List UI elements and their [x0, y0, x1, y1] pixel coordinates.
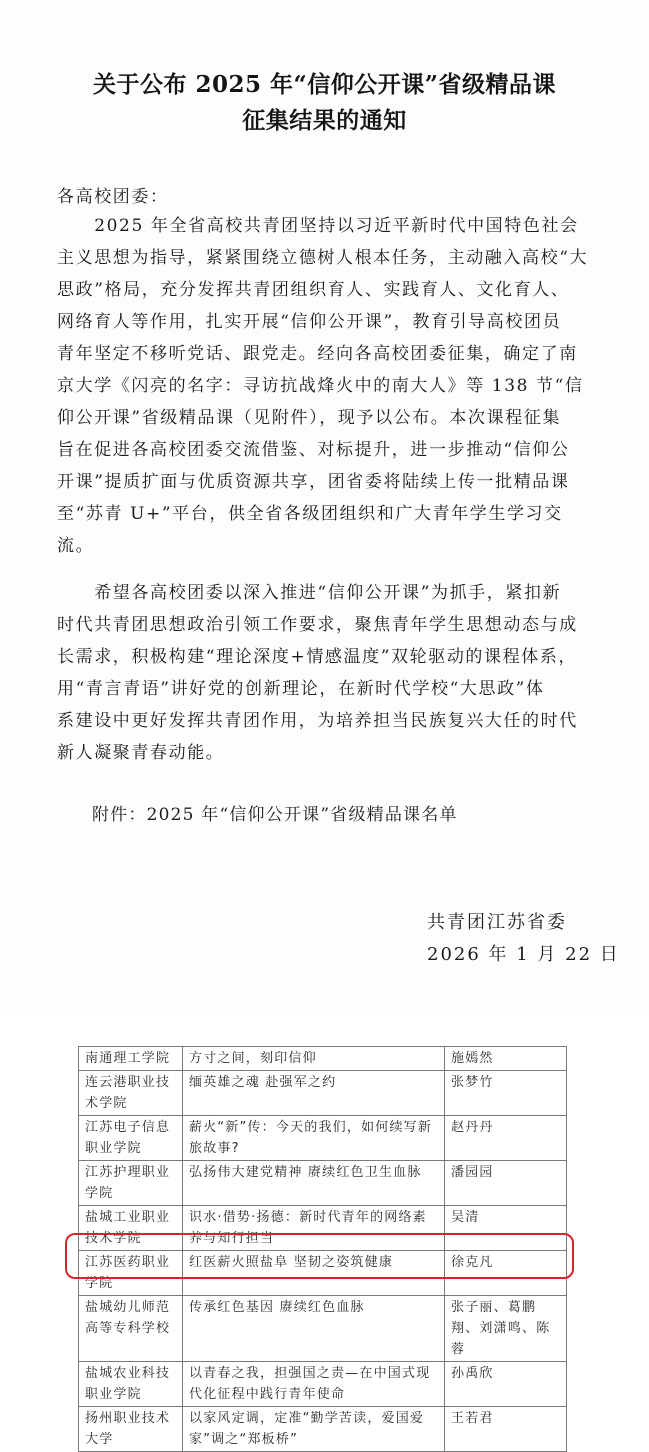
- paragraph-line: 网络育人等作用，扎实开展“信仰公开课”，教育引导高校团员: [57, 312, 562, 332]
- signature-date: 2026 年 1 月 22 日: [427, 944, 620, 965]
- highlight-annotation: [65, 1233, 574, 1279]
- school-cell: 盐城幼儿师范高等专科学校: [79, 1296, 183, 1362]
- table-row: [79, 1047, 567, 1071]
- teacher-cell: 吴清: [445, 1206, 567, 1251]
- teacher-cell: 赵丹丹: [445, 1116, 567, 1161]
- teacher-cell: 孙禹欣: [445, 1362, 567, 1407]
- school-cell: 盐城农业科技职业学院: [79, 1362, 183, 1407]
- paragraph-line: 青年坚定不移听党话、跟党走。经向各高校团委征集，确定了南: [57, 344, 578, 364]
- table-row: [79, 1407, 567, 1452]
- paragraph-line: 希望各高校团委以深入推进“信仰公开课”为抓手，紧扣新: [57, 583, 562, 603]
- teacher-cell: 徐克凡: [445, 1251, 567, 1296]
- table-row: [79, 1161, 567, 1206]
- course-cell: 缅英雄之魂 赴强军之约: [183, 1071, 445, 1116]
- table-row: [79, 1362, 567, 1407]
- course-cell: 弘扬伟大建党精神 赓续红色卫生血脉: [183, 1161, 445, 1206]
- signature-org: 共青团江苏省委: [427, 912, 567, 933]
- school-cell: 江苏医药职业学院: [79, 1251, 183, 1296]
- course-cell: 以家风定调，定准“勤学苦读，爱国爱家”调之“郑板桥”: [183, 1407, 445, 1452]
- teacher-cell: 王若君: [445, 1407, 567, 1452]
- paragraph-line: 思政”格局，充分发挥共青团组织育人、实践育人、文化育人、: [57, 280, 570, 300]
- school-cell: 江苏电子信息职业学院: [79, 1116, 183, 1161]
- school-cell: 连云港职业技术学院: [79, 1071, 183, 1116]
- salutation: 各高校团委：: [57, 187, 169, 207]
- table-row: [79, 1116, 567, 1161]
- school-cell: 盐城工业职业技术学院: [79, 1206, 183, 1251]
- paragraph-line: 旨在促进各高校团委交流借鉴、对标提升，进一步推动“信仰公: [57, 440, 570, 460]
- teacher-cell: 张梦竹: [445, 1071, 567, 1116]
- notice-title-line1: 关于公布 2025 年“信仰公开课”省级精品课: [93, 71, 556, 98]
- teacher-cell: 潘园园: [445, 1161, 567, 1206]
- course-cell: 传承红色基因 赓续红色血脉: [183, 1296, 445, 1362]
- paragraph-line: 2025 年全省高校共青团坚持以习近平新时代中国特色社会: [57, 216, 579, 236]
- teacher-cell: 张子丽、葛鹏翔、刘潇鸣、陈蓉: [445, 1296, 567, 1362]
- paragraph-line: 系建设中更好发挥共青团作用，为培养担当民族复兴大任的时代: [57, 711, 578, 731]
- table-row: [79, 1296, 567, 1362]
- course-cell: 红医薪火照盐阜 坚韧之姿筑健康: [183, 1251, 445, 1296]
- paragraph-line: 至“苏青 U+”平台，供全省各级团组织和广大青年学生学习交: [57, 504, 563, 524]
- teacher-cell: 施嫣然: [445, 1047, 567, 1071]
- course-cell: 以青春之我，担强国之责—在中国式现代化征程中践行青年使命: [183, 1362, 445, 1407]
- paragraph-line: 京大学《闪亮的名字：寻访抗战烽火中的南大人》等 138 节“信: [57, 376, 584, 396]
- school-cell: 江苏护理职业学院: [79, 1161, 183, 1206]
- paragraph-line: 新人凝聚青春动能。: [57, 743, 225, 763]
- course-cell: 识水·借势·扬德：新时代青年的网络素养与知行担当: [183, 1206, 445, 1251]
- course-cell: 方寸之间，刻印信仰: [183, 1047, 445, 1071]
- paragraph-line: 长需求，积极构建“理论深度+情感温度”双轮驱动的课程体系，: [57, 647, 578, 667]
- paragraph-line: 主义思想为指导，紧紧围绕立德树人根本任务，主动融入高校“大: [57, 248, 589, 268]
- school-cell: 扬州职业技术大学: [79, 1407, 183, 1452]
- paragraph-line: 时代共青团思想政治引领工作要求，聚焦青年学生思想动态与成: [57, 615, 578, 635]
- notice-title-line2: 征集结果的通知: [242, 107, 407, 134]
- school-cell: 南通理工学院: [79, 1047, 183, 1071]
- attachment-note: 附件：2025 年“信仰公开课”省级精品课名单: [92, 805, 458, 825]
- paragraph-line: 开课”提质扩面与优质资源共享，团省委将陆续上传一批精品课: [57, 472, 570, 492]
- paragraph-line: 用“青言青语”讲好党的创新理论，在新时代学校“大思政”体: [57, 679, 545, 699]
- table-row: [79, 1071, 567, 1116]
- paragraph-line: 仰公开课”省级精品课（见附件），现予以公布。本次课程征集: [57, 408, 561, 428]
- paragraph-line: 流。: [57, 536, 95, 556]
- course-cell: 薪火“新”传：今天的我们，如何续写新旅故事?: [183, 1116, 445, 1161]
